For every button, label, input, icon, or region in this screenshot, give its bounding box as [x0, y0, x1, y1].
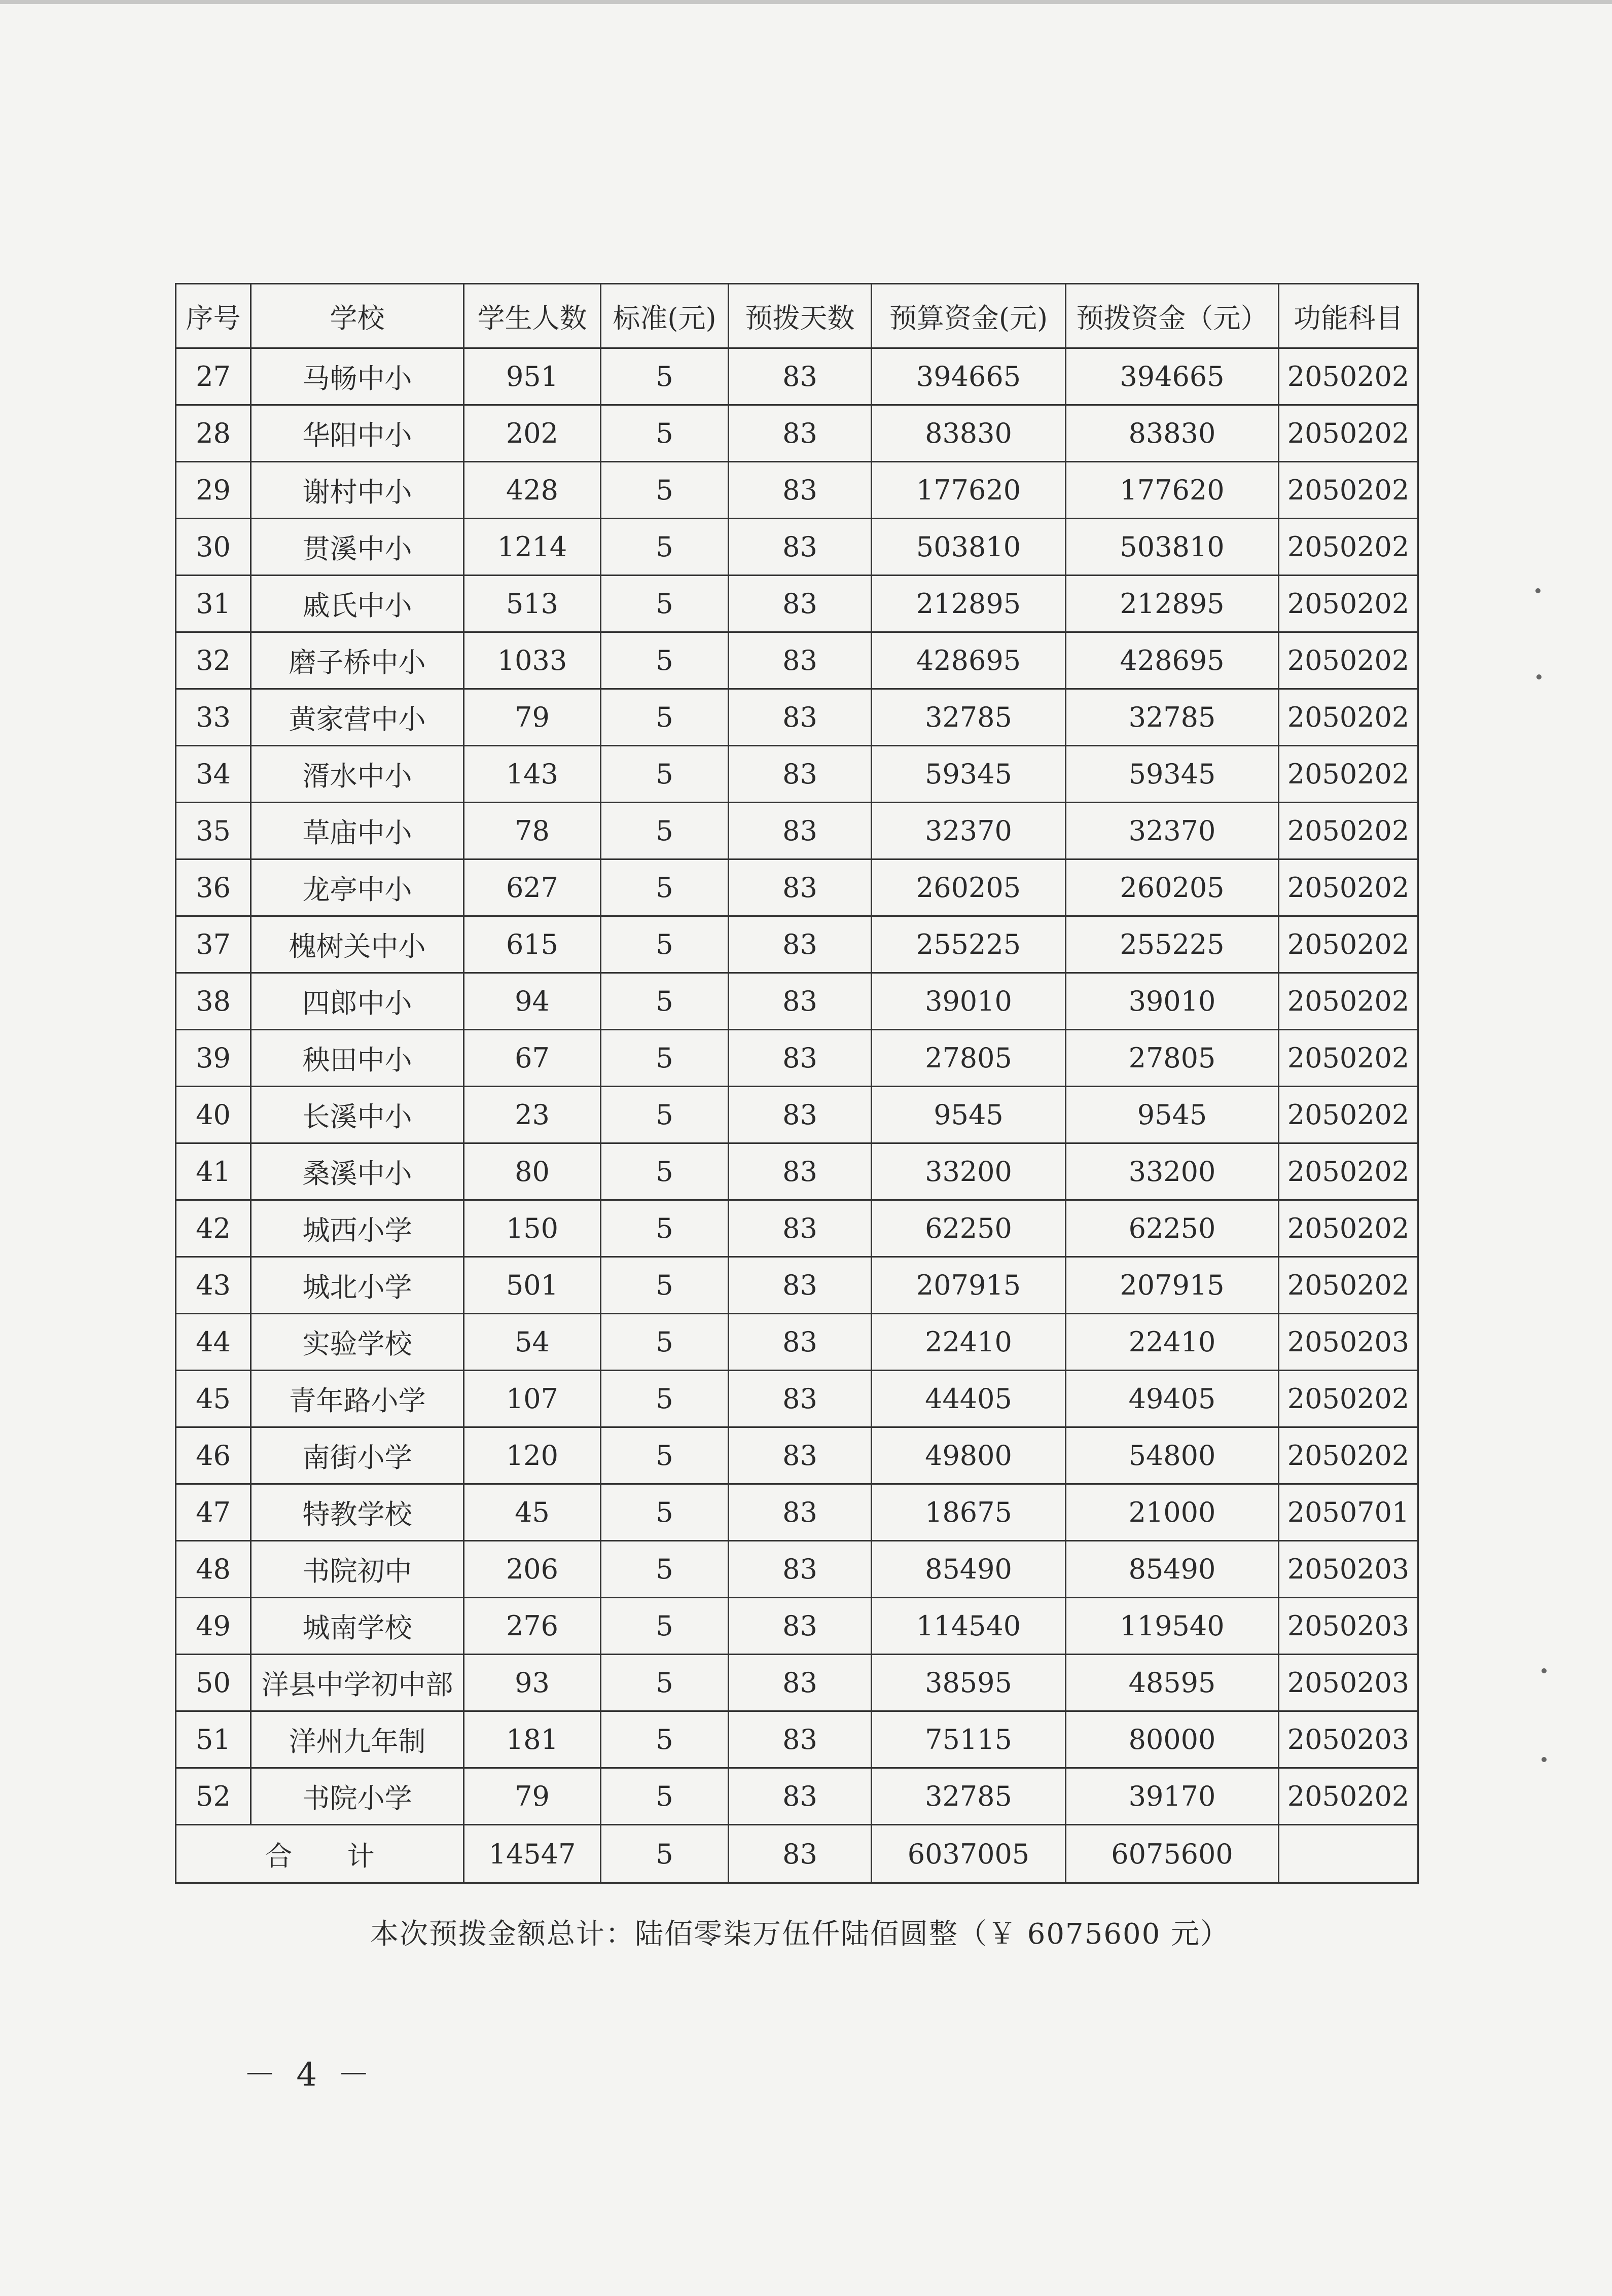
- cell-index: 35: [176, 803, 251, 859]
- header-subject: 功能科目: [1279, 284, 1418, 348]
- cell-school: 马畅中小: [251, 348, 464, 405]
- cell-allocated: 394665: [1066, 348, 1279, 405]
- cell-allocated: 255225: [1066, 916, 1279, 973]
- table-row: [176, 859, 1418, 916]
- cell-days: 83: [729, 803, 872, 859]
- table-row: [176, 1598, 1418, 1655]
- cell-students: 78: [464, 803, 601, 859]
- cell-school: 谢村中小: [251, 462, 464, 519]
- cell-subject: 2050202: [1279, 405, 1418, 462]
- cell-budget: 59345: [872, 746, 1066, 803]
- table-row: [176, 348, 1418, 405]
- cell-students: 143: [464, 746, 601, 803]
- table-row: [176, 1314, 1418, 1371]
- table-row: [176, 462, 1418, 519]
- cell-standard: 5: [601, 1087, 729, 1143]
- cell-index: 52: [176, 1768, 251, 1825]
- cell-subject: 2050202: [1279, 973, 1418, 1030]
- table-row: [176, 632, 1418, 689]
- cell-students: 80: [464, 1143, 601, 1200]
- cell-budget: 212895: [872, 576, 1066, 632]
- cell-standard: 5: [601, 859, 729, 916]
- cell-subject: 2050203: [1279, 1655, 1418, 1711]
- cell-budget: 22410: [872, 1314, 1066, 1371]
- table-row: [176, 1484, 1418, 1541]
- cell-allocated: 54800: [1066, 1427, 1279, 1484]
- cell-students: 513: [464, 576, 601, 632]
- cell-standard: 5: [601, 576, 729, 632]
- cell-subject: 2050202: [1279, 462, 1418, 519]
- cell-index: 28: [176, 405, 251, 462]
- cell-budget: 83830: [872, 405, 1066, 462]
- table-row: [176, 1655, 1418, 1711]
- cell-students: 45: [464, 1484, 601, 1541]
- cell-budget: 503810: [872, 519, 1066, 576]
- cell-subject: 2050202: [1279, 916, 1418, 973]
- cell-students: 428: [464, 462, 601, 519]
- cell-standard: 5: [601, 689, 729, 746]
- cell-days: 83: [729, 632, 872, 689]
- cell-index: 50: [176, 1655, 251, 1711]
- cell-students: 627: [464, 859, 601, 916]
- cell-index: 27: [176, 348, 251, 405]
- cell-standard: 5: [601, 746, 729, 803]
- cell-students: 206: [464, 1541, 601, 1598]
- cell-allocated: 80000: [1066, 1711, 1279, 1768]
- cell-index: 33: [176, 689, 251, 746]
- cell-index: 31: [176, 576, 251, 632]
- cell-standard: 5: [601, 1371, 729, 1427]
- cell-allocated: 32370: [1066, 803, 1279, 859]
- cell-days: 83: [729, 1768, 872, 1825]
- cell-days: 83: [729, 1314, 872, 1371]
- cell-days: 83: [729, 1030, 872, 1087]
- scan-speck: [1542, 1757, 1547, 1762]
- cell-allocated: 32785: [1066, 689, 1279, 746]
- cell-days: 83: [729, 1257, 872, 1314]
- table-row: [176, 1371, 1418, 1427]
- table-row: [176, 1541, 1418, 1598]
- cell-days: 83: [729, 973, 872, 1030]
- cell-days: 83: [729, 462, 872, 519]
- header-allocated: 预拨资金（元）: [1066, 284, 1279, 348]
- table-row: [176, 576, 1418, 632]
- cell-students: 1214: [464, 519, 601, 576]
- cell-index: 30: [176, 519, 251, 576]
- cell-students: 120: [464, 1427, 601, 1484]
- cell-allocated: 428695: [1066, 632, 1279, 689]
- cell-school: 龙亭中小: [251, 859, 464, 916]
- cell-budget: 32785: [872, 1768, 1066, 1825]
- cell-students: 79: [464, 689, 601, 746]
- total-students: 14547: [464, 1825, 601, 1883]
- cell-standard: 5: [601, 1314, 729, 1371]
- cell-subject: 2050202: [1279, 1427, 1418, 1484]
- scan-speck: [1535, 588, 1541, 593]
- table-row: [176, 1768, 1418, 1825]
- cell-subject: 2050202: [1279, 1768, 1418, 1825]
- cell-school: 草庙中小: [251, 803, 464, 859]
- cell-standard: 5: [601, 1768, 729, 1825]
- cell-allocated: 22410: [1066, 1314, 1279, 1371]
- cell-students: 276: [464, 1598, 601, 1655]
- cell-subject: 2050203: [1279, 1541, 1418, 1598]
- header-days: 预拨天数: [729, 284, 872, 348]
- cell-index: 49: [176, 1598, 251, 1655]
- cell-days: 83: [729, 1598, 872, 1655]
- cell-school: 南街小学: [251, 1427, 464, 1484]
- cell-school: 洋州九年制: [251, 1711, 464, 1768]
- cell-standard: 5: [601, 916, 729, 973]
- cell-days: 83: [729, 746, 872, 803]
- cell-school: 戚氏中小: [251, 576, 464, 632]
- cell-index: 34: [176, 746, 251, 803]
- table-row: [176, 973, 1418, 1030]
- cell-budget: 260205: [872, 859, 1066, 916]
- cell-school: 实验学校: [251, 1314, 464, 1371]
- cell-days: 83: [729, 1200, 872, 1257]
- cell-budget: 44405: [872, 1371, 1066, 1427]
- cell-budget: 27805: [872, 1030, 1066, 1087]
- table-row: [176, 1711, 1418, 1768]
- cell-school: 秧田中小: [251, 1030, 464, 1087]
- cell-days: 83: [729, 1541, 872, 1598]
- cell-subject: 2050203: [1279, 1598, 1418, 1655]
- cell-allocated: 503810: [1066, 519, 1279, 576]
- cell-school: 城北小学: [251, 1257, 464, 1314]
- cell-students: 181: [464, 1711, 601, 1768]
- cell-subject: 2050202: [1279, 1200, 1418, 1257]
- cell-index: 41: [176, 1143, 251, 1200]
- total-allocated: 6075600: [1066, 1825, 1279, 1883]
- cell-budget: 85490: [872, 1541, 1066, 1598]
- table-row: [176, 1143, 1418, 1200]
- scan-edge: [0, 0, 1612, 4]
- cell-allocated: 49405: [1066, 1371, 1279, 1427]
- cell-standard: 5: [601, 1427, 729, 1484]
- cell-school: 城南学校: [251, 1598, 464, 1655]
- cell-school: 青年路小学: [251, 1371, 464, 1427]
- cell-budget: 177620: [872, 462, 1066, 519]
- cell-standard: 5: [601, 632, 729, 689]
- cell-standard: 5: [601, 1598, 729, 1655]
- cell-budget: 33200: [872, 1143, 1066, 1200]
- cell-standard: 5: [601, 1257, 729, 1314]
- cell-allocated: 207915: [1066, 1257, 1279, 1314]
- cell-students: 501: [464, 1257, 601, 1314]
- cell-days: 83: [729, 1371, 872, 1427]
- cell-standard: 5: [601, 1711, 729, 1768]
- cell-subject: 2050202: [1279, 1371, 1418, 1427]
- cell-allocated: 260205: [1066, 859, 1279, 916]
- cell-days: 83: [729, 689, 872, 746]
- cell-subject: 2050701: [1279, 1484, 1418, 1541]
- cell-allocated: 119540: [1066, 1598, 1279, 1655]
- cell-students: 1033: [464, 632, 601, 689]
- cell-students: 150: [464, 1200, 601, 1257]
- cell-students: 202: [464, 405, 601, 462]
- cell-days: 83: [729, 1711, 872, 1768]
- cell-index: 48: [176, 1541, 251, 1598]
- cell-index: 42: [176, 1200, 251, 1257]
- cell-allocated: 212895: [1066, 576, 1279, 632]
- cell-budget: 32785: [872, 689, 1066, 746]
- cell-subject: 2050202: [1279, 632, 1418, 689]
- header-index: 序号: [176, 284, 251, 348]
- cell-days: 83: [729, 405, 872, 462]
- cell-index: 32: [176, 632, 251, 689]
- cell-school: 黄家营中小: [251, 689, 464, 746]
- table-row: [176, 746, 1418, 803]
- table-body: [176, 348, 1418, 1825]
- cell-days: 83: [729, 1484, 872, 1541]
- cell-days: 83: [729, 1427, 872, 1484]
- cell-budget: 18675: [872, 1484, 1066, 1541]
- cell-subject: 2050202: [1279, 1143, 1418, 1200]
- cell-school: 洋县中学初中部: [251, 1655, 464, 1711]
- table-row: [176, 916, 1418, 973]
- cell-subject: 2050203: [1279, 1314, 1418, 1371]
- cell-subject: 2050203: [1279, 1711, 1418, 1768]
- cell-days: 83: [729, 859, 872, 916]
- header-school: 学校: [251, 284, 464, 348]
- cell-subject: 2050202: [1279, 1257, 1418, 1314]
- total-subject: [1279, 1825, 1418, 1883]
- cell-standard: 5: [601, 1655, 729, 1711]
- cell-allocated: 27805: [1066, 1030, 1279, 1087]
- table-row: [176, 405, 1418, 462]
- total-label: 合 计: [176, 1825, 464, 1883]
- scan-speck: [1542, 1668, 1547, 1673]
- cell-days: 83: [729, 916, 872, 973]
- cell-index: 45: [176, 1371, 251, 1427]
- cell-budget: 32370: [872, 803, 1066, 859]
- cell-days: 83: [729, 576, 872, 632]
- total-row: [176, 1825, 1418, 1883]
- cell-school: 贯溪中小: [251, 519, 464, 576]
- cell-standard: 5: [601, 405, 729, 462]
- total-budget: 6037005: [872, 1825, 1066, 1883]
- scan-speck: [1536, 674, 1542, 679]
- cell-budget: 9545: [872, 1087, 1066, 1143]
- cell-students: 67: [464, 1030, 601, 1087]
- cell-budget: 255225: [872, 916, 1066, 973]
- table-header-row: [176, 284, 1418, 348]
- table-row: [176, 803, 1418, 859]
- cell-subject: 2050202: [1279, 803, 1418, 859]
- cell-students: 94: [464, 973, 601, 1030]
- cell-allocated: 39010: [1066, 973, 1279, 1030]
- total-amount-note: 本次预拨金额总计：陆佰零柒万伍仟陆佰圆整（￥ 6075600 元）: [370, 1918, 1230, 1951]
- table-row: [176, 1427, 1418, 1484]
- table-row: [176, 1200, 1418, 1257]
- cell-index: 46: [176, 1427, 251, 1484]
- cell-school: 长溪中小: [251, 1087, 464, 1143]
- cell-school: 书院小学: [251, 1768, 464, 1825]
- allocation-table: [175, 283, 1419, 1884]
- cell-index: 39: [176, 1030, 251, 1087]
- cell-standard: 5: [601, 1484, 729, 1541]
- cell-budget: 49800: [872, 1427, 1066, 1484]
- cell-subject: 2050202: [1279, 348, 1418, 405]
- header-budget: 预算资金(元): [872, 284, 1066, 348]
- cell-school: 四郎中小: [251, 973, 464, 1030]
- table-row: [176, 1030, 1418, 1087]
- cell-subject: 2050202: [1279, 1087, 1418, 1143]
- cell-standard: 5: [601, 1200, 729, 1257]
- cell-allocated: 62250: [1066, 1200, 1279, 1257]
- cell-subject: 2050202: [1279, 1030, 1418, 1087]
- cell-index: 37: [176, 916, 251, 973]
- cell-standard: 5: [601, 1030, 729, 1087]
- cell-budget: 394665: [872, 348, 1066, 405]
- cell-school: 湑水中小: [251, 746, 464, 803]
- cell-budget: 114540: [872, 1598, 1066, 1655]
- cell-subject: 2050202: [1279, 576, 1418, 632]
- table-row: [176, 689, 1418, 746]
- cell-budget: 38595: [872, 1655, 1066, 1711]
- cell-standard: 5: [601, 1541, 729, 1598]
- cell-students: 23: [464, 1087, 601, 1143]
- cell-students: 54: [464, 1314, 601, 1371]
- cell-school: 华阳中小: [251, 405, 464, 462]
- cell-index: 40: [176, 1087, 251, 1143]
- cell-index: 51: [176, 1711, 251, 1768]
- cell-days: 83: [729, 1655, 872, 1711]
- cell-index: 29: [176, 462, 251, 519]
- cell-subject: 2050202: [1279, 746, 1418, 803]
- cell-subject: 2050202: [1279, 689, 1418, 746]
- cell-index: 36: [176, 859, 251, 916]
- cell-budget: 62250: [872, 1200, 1066, 1257]
- cell-budget: 39010: [872, 973, 1066, 1030]
- cell-allocated: 39170: [1066, 1768, 1279, 1825]
- cell-allocated: 21000: [1066, 1484, 1279, 1541]
- cell-school: 书院初中: [251, 1541, 464, 1598]
- cell-school: 特教学校: [251, 1484, 464, 1541]
- cell-standard: 5: [601, 1143, 729, 1200]
- cell-standard: 5: [601, 519, 729, 576]
- total-days: 83: [729, 1825, 872, 1883]
- cell-subject: 2050202: [1279, 859, 1418, 916]
- cell-school: 磨子桥中小: [251, 632, 464, 689]
- cell-days: 83: [729, 519, 872, 576]
- cell-allocated: 177620: [1066, 462, 1279, 519]
- cell-days: 83: [729, 1087, 872, 1143]
- cell-index: 47: [176, 1484, 251, 1541]
- table-row: [176, 519, 1418, 576]
- cell-students: 79: [464, 1768, 601, 1825]
- cell-index: 43: [176, 1257, 251, 1314]
- page-number: － 4 －: [243, 2056, 375, 2094]
- header-standard: 标准(元): [601, 284, 729, 348]
- table-row: [176, 1257, 1418, 1314]
- cell-students: 951: [464, 348, 601, 405]
- cell-standard: 5: [601, 973, 729, 1030]
- cell-school: 槐树关中小: [251, 916, 464, 973]
- cell-allocated: 83830: [1066, 405, 1279, 462]
- cell-index: 44: [176, 1314, 251, 1371]
- cell-days: 83: [729, 348, 872, 405]
- cell-standard: 5: [601, 803, 729, 859]
- cell-budget: 207915: [872, 1257, 1066, 1314]
- cell-allocated: 48595: [1066, 1655, 1279, 1711]
- cell-students: 93: [464, 1655, 601, 1711]
- cell-allocated: 9545: [1066, 1087, 1279, 1143]
- cell-school: 城西小学: [251, 1200, 464, 1257]
- cell-students: 615: [464, 916, 601, 973]
- cell-students: 107: [464, 1371, 601, 1427]
- cell-standard: 5: [601, 348, 729, 405]
- cell-index: 38: [176, 973, 251, 1030]
- cell-budget: 428695: [872, 632, 1066, 689]
- cell-standard: 5: [601, 462, 729, 519]
- table-row: [176, 1087, 1418, 1143]
- header-students: 学生人数: [464, 284, 601, 348]
- cell-days: 83: [729, 1143, 872, 1200]
- cell-subject: 2050202: [1279, 519, 1418, 576]
- cell-allocated: 33200: [1066, 1143, 1279, 1200]
- total-standard: 5: [601, 1825, 729, 1883]
- cell-allocated: 85490: [1066, 1541, 1279, 1598]
- cell-allocated: 59345: [1066, 746, 1279, 803]
- cell-budget: 75115: [872, 1711, 1066, 1768]
- cell-school: 桑溪中小: [251, 1143, 464, 1200]
